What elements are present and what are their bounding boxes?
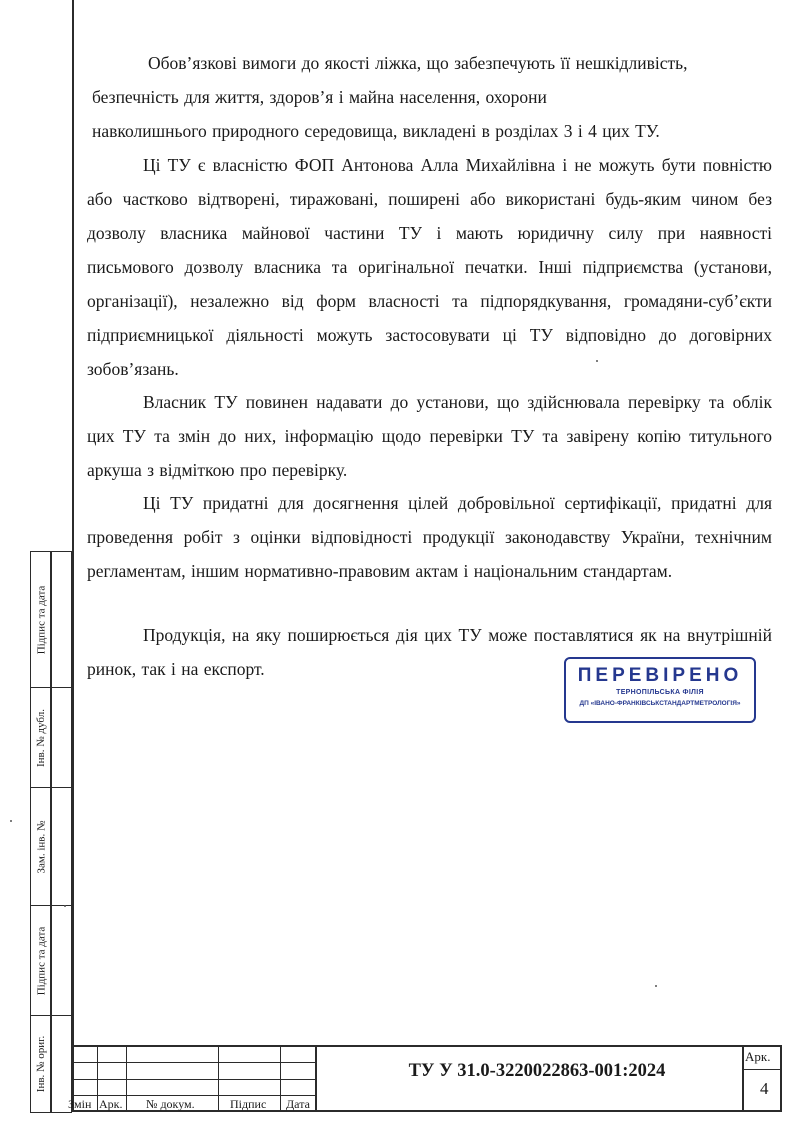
side-cell-signature-1 — [31, 552, 71, 688]
p1-line-3: навколишнього природного середовища, викладені в розділах 3 і 4 цих ТУ. — [92, 121, 660, 141]
title-block — [68, 1045, 782, 1112]
side-cell-repl-inv — [31, 788, 71, 906]
p1-line-1: Обов’язкові вимоги до якості ліжка, що забезпечують її нешкідливість, — [148, 53, 688, 73]
col-sheet: Арк. — [99, 1097, 123, 1111]
side-cell-dup-inv — [31, 688, 71, 788]
page-frame-left — [72, 0, 74, 1112]
sheet-number: 4 — [760, 1079, 769, 1098]
scan-speck — [10, 820, 12, 822]
p1-line-2: безпечність для життя, здоров’я і майна населення, охорони — [92, 87, 547, 107]
col-change: Змін — [68, 1097, 92, 1111]
side-label-repl-inv: Зам. інв. № — [35, 820, 47, 874]
col-signature: Підпис — [230, 1097, 267, 1111]
side-stamp-table — [30, 551, 72, 1113]
document-code: ТУ У 31.0-3220022863-001:2024 — [408, 1061, 666, 1081]
side-label-orig-inv: Інв. № ориг. — [35, 1035, 47, 1093]
sheet-label: Арк. — [745, 1049, 771, 1064]
side-cell-signature-2 — [31, 906, 71, 1016]
scan-speck — [596, 360, 598, 362]
paragraph-mandatory-requirements — [92, 46, 772, 148]
verified-stamp — [564, 657, 756, 723]
stamp-title: ПЕРЕВІРЕНО — [577, 665, 743, 686]
col-date: Дата — [286, 1097, 310, 1111]
side-label-signature-date-2: Підпис та дата — [35, 926, 48, 996]
stamp-branch: ТЕРНОПІЛЬСЬКА ФІЛІЯ — [616, 689, 704, 696]
paragraph-market: Продукція, на яку поширюється дія цих ТУ може поставлятися як на внутрішній ринок, так і на експорт. — [87, 625, 772, 679]
paragraph-certification: Ці ТУ придатні для досягнення цілей добровільної сертифікації, придатні для проведення робіт з оцінки відповідності продукції законодавству України, технічним регламентам, іншим нормативно-правовим актам і національним стандартам. — [87, 493, 772, 581]
stamp-organization: ДП «ІВАНО-ФРАНКІВСЬКСТАНДАРТМЕТРОЛОГІЯ» — [579, 700, 741, 707]
side-cell-orig-inv — [31, 1016, 71, 1112]
scan-speck — [655, 985, 657, 987]
scan-speck — [64, 905, 66, 907]
paragraph-owner-duties: Власник ТУ повинен надавати до установи, що здійснювала перевірку та облік цих ТУ та змін до них, інформацію щодо перевірки ТУ та завірену копію титульного аркуша з відміткою про перевірку. — [87, 392, 772, 480]
col-doc-number: № докум. — [146, 1097, 195, 1111]
side-label-signature-date-1: Підпис та дата — [35, 585, 48, 655]
side-label-dup-inv: Інв. № дубл. — [35, 708, 48, 768]
paragraph-ownership: Ці ТУ є власністю ФОП Антонова Алла Михайлівна і не можуть бути повністю або частково відтворені, тиражовані, поширені або використані будь-яким чином без дозволу власника майнової частини ТУ і мають юридичну силу при наявності письмового дозволу власника та оригінальної печатки. Інші підприємства (установи, організації), незалежно від форм власності та підпорядкування, громадяни-суб’єкти підприємницької діяльності можуть застосовувати ці ТУ відповідно до договірних зобов’язань. — [87, 155, 772, 379]
